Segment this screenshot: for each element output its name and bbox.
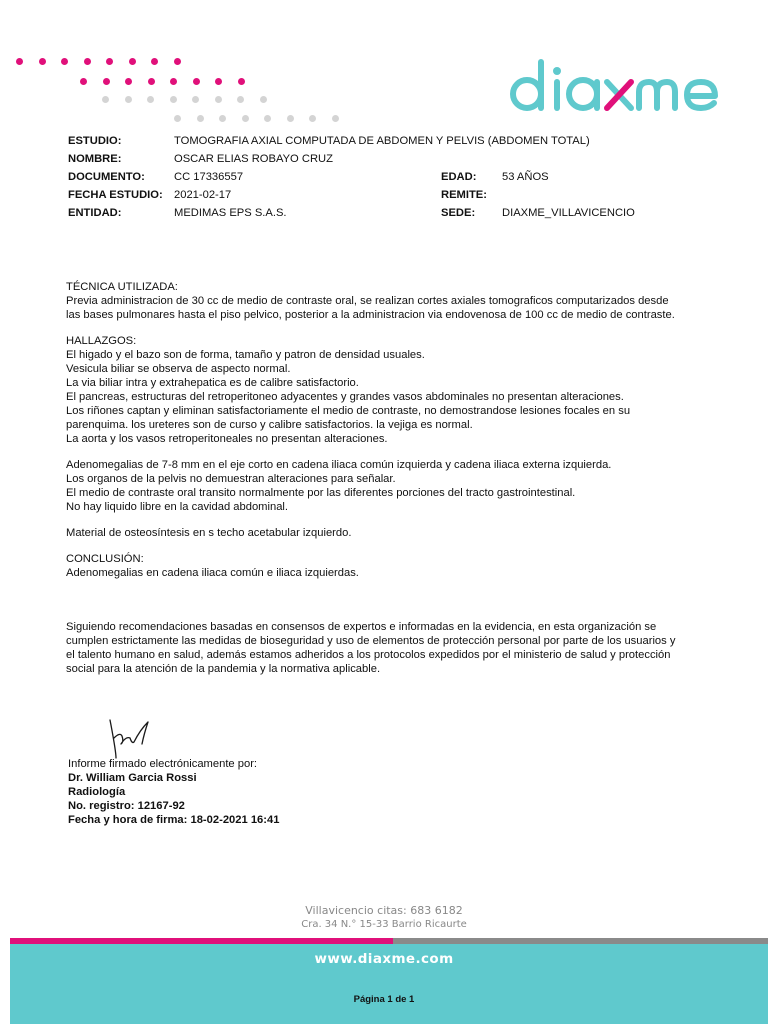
nombre-label: NOMBRE: (68, 153, 122, 165)
hallazgos-heading: HALLAZGOS: (66, 335, 137, 347)
decorative-dot (170, 78, 177, 85)
hallazgos-line: El medio de contraste oral transito normalmente por las diferentes porciones del tracto gastrointestinal. (66, 487, 576, 499)
fecha-estudio-label: FECHA ESTUDIO: (68, 189, 163, 201)
decorative-dot (84, 58, 91, 65)
hallazgos-line: El pancreas, estructuras del retroperitoneo adyacentes y grandes vasos abdominales no presentan alteraciones. (66, 391, 624, 403)
nombre-value: OSCAR ELIAS ROBAYO CRUZ (174, 153, 333, 165)
report-body (66, 280, 706, 676)
decorative-dot (197, 115, 204, 122)
decorative-dot (125, 96, 132, 103)
edad-value: 53 AÑOS (502, 171, 549, 183)
decorative-dot (219, 115, 226, 122)
decorative-dot (287, 115, 294, 122)
handwritten-signature (104, 716, 164, 760)
website-link[interactable]: www.diaxme.com (314, 951, 454, 967)
page-number: Página 1 de 1 (353, 994, 415, 1005)
hallazgos-line: No hay liquido libre en la cavidad abdominal. (66, 501, 289, 513)
fecha-estudio-value: 2021-02-17 (174, 189, 232, 201)
covid-line: social para la atención de la pandemia y la normativa aplicable. (66, 663, 381, 675)
decorative-dot (147, 96, 154, 103)
covid-line: el talento humano en salud, además estamos adheridos a los protocolos expedidos por el ministerio de salud y protección (66, 649, 671, 661)
tecnica-line: Previa administracion de 30 cc de medio de contraste oral, se realizan cortes axiales tomograficos computarizados desde (66, 295, 669, 307)
decorative-dot (106, 58, 113, 65)
decorative-dot (125, 78, 132, 85)
decorative-dot (174, 58, 181, 65)
hallazgos-line: El higado y el bazo son de forma, tamaño y patron de densidad usuales. (66, 349, 425, 361)
material-line: Material de osteosíntesis en s techo acetabular izquierdo. (66, 527, 352, 539)
covid-line: Siguiendo recomendaciones basadas en consensos de expertos e informadas en la evidencia, en esta organización se (66, 621, 657, 633)
hallazgos-line: Vesicula biliar se observa de aspecto normal. (66, 363, 291, 375)
decorative-dot (332, 115, 339, 122)
decorative-dot (260, 96, 267, 103)
signer-specialty: Radiología (68, 786, 126, 798)
remite-label: REMITE: (441, 189, 487, 201)
decorative-dot (170, 96, 177, 103)
entidad-label: ENTIDAD: (68, 207, 122, 219)
documento-value: CC 17336557 (174, 171, 244, 183)
decorative-dot (16, 58, 23, 65)
sede-value: DIAXME_VILLAVICENCIO (502, 207, 635, 219)
decorative-dot (238, 78, 245, 85)
decorative-dot (80, 78, 87, 85)
decorative-dot-pattern (0, 0, 360, 130)
hallazgos-line: La aorta y los vasos retroperitoneales no presentan alteraciones. (66, 433, 388, 445)
tecnica-line: las bases pulmonares hasta el piso pelvico, posterior a la administracion via endovenosa de 100 cc de medio de contraste. (66, 309, 675, 321)
decorative-dot (102, 96, 109, 103)
decorative-dot (264, 115, 271, 122)
footer-address-line2: Cra. 34 N.° 15-33 Barrio Ricaurte (301, 919, 467, 930)
signature-block (68, 757, 279, 827)
decorative-dot (215, 96, 222, 103)
decorative-dot (39, 58, 46, 65)
decorative-dot (193, 78, 200, 85)
hallazgos-line: La via biliar intra y extrahepatica es de calibre satisfactorio. (66, 377, 359, 389)
hallazgos-line: Los riñones captan y eliminan satisfactoriamente el medio de contraste, no demostrandose lesiones focales en su (66, 405, 631, 417)
documento-label: DOCUMENTO: (68, 171, 145, 183)
decorative-dot (309, 115, 316, 122)
decorative-dot (237, 96, 244, 103)
decorative-dot (103, 78, 110, 85)
estudio-value: TOMOGRAFIA AXIAL COMPUTADA DE ABDOMEN Y PELVIS (ABDOMEN TOTAL) (174, 135, 590, 147)
hallazgos-line: Adenomegalias de 7-8 mm en el eje corto en cadena iliaca común izquierda y cadena iliaca externa izquierda. (66, 459, 612, 471)
entidad-value: MEDIMAS EPS S.A.S. (174, 207, 287, 219)
decorative-dot (148, 78, 155, 85)
signature-intro: Informe firmado electrónicamente por: (68, 758, 258, 770)
patient-info-table (68, 134, 708, 224)
decorative-dot (215, 78, 222, 85)
sede-label: SEDE: (441, 207, 476, 219)
covid-line: cumplen estrictamente las medidas de bioseguridad y uso de elementos de protección personal por parte de los usuarios y (66, 635, 676, 647)
decorative-dot (61, 58, 68, 65)
conclusion-line: Adenomegalias en cadena iliaca común e iliaca izquierdas. (66, 567, 359, 579)
hallazgos-line: parenquima. los ureteres son de curso y calibre satisfactorios. la vejiga es normal. (66, 419, 473, 431)
remite-value (502, 188, 708, 206)
tecnica-heading: TÉCNICA UTILIZADA: (66, 281, 178, 293)
decorative-dot (129, 58, 136, 65)
estudio-label: ESTUDIO: (68, 135, 122, 147)
conclusion-heading: CONCLUSIÓN: (66, 553, 144, 565)
hallazgos-line: Los organos de la pelvis no demuestran alteraciones para señalar. (66, 473, 396, 485)
decorative-dot (174, 115, 181, 122)
diaxme-logo (505, 56, 735, 116)
decorative-dot (192, 96, 199, 103)
signer-name: Dr. William Garcia Rossi (68, 772, 197, 784)
footer-address-line1: Villavicencio citas: 683 6182 (305, 904, 463, 917)
decorative-dot (242, 115, 249, 122)
signature-datetime: Fecha y hora de firma: 18-02-2021 16:41 (68, 814, 280, 826)
decorative-dot (151, 58, 158, 65)
edad-label: EDAD: (441, 171, 477, 183)
signer-registro: No. registro: 12167-92 (68, 800, 185, 812)
